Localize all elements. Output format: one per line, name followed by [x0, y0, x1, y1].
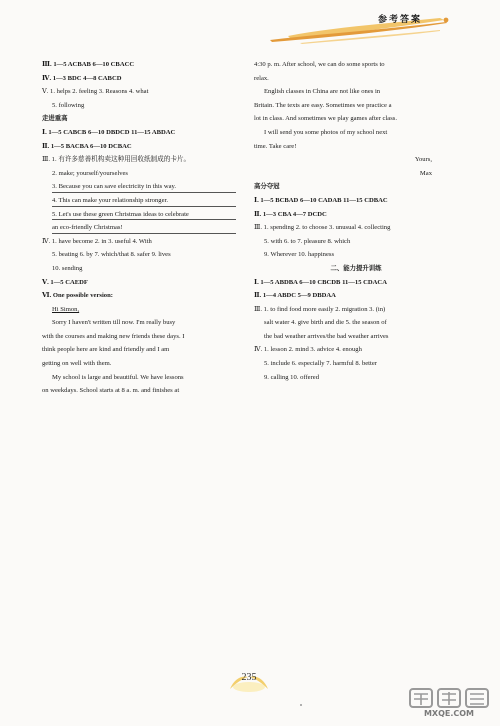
right-text-line: time. Take care!	[254, 142, 297, 150]
watermark-glyph-icon	[404, 686, 494, 710]
right-text-line: Ⅳ. 1. lesson 2. mind 3. advice 4. enough	[254, 346, 362, 354]
left-text-line: 3. Because you can save electricity in this way.	[42, 180, 238, 194]
stray-dot	[300, 704, 302, 706]
section-header-title: 参考答案	[377, 15, 422, 25]
right-text-line: Ⅱ. 1—4 ABDC 5—9 DBDAA	[254, 292, 336, 300]
right-text-line: Yours,	[414, 156, 432, 164]
left-text-line: on weekdays. School starts at 8 a. m. and finishes at	[42, 387, 180, 395]
right-text-line: 高分夺冠	[254, 182, 280, 191]
right-text-line: 9. Wherever 10. happiness	[264, 251, 335, 259]
left-text-line: Ⅲ. 1. 有许多慈善机构卖这种用回收纸制成的卡片。	[42, 156, 191, 164]
right-text-line: the bad weather arrives/the bad weather arrives	[264, 332, 389, 340]
answer-underline	[52, 192, 236, 193]
left-text-line: Ⅰ. 1—5 CABCB 6—10 DBDCD 11—15 ABDAC	[42, 128, 176, 136]
left-text-line: Ⅳ. 1. have become 2. in 3. useful 4. With	[42, 237, 152, 245]
left-text-line: 4. This can make your relationship stronger.	[42, 194, 238, 208]
right-text-line: Max	[419, 169, 432, 177]
left-text-line: Ⅴ. 1—5 CAEDF	[42, 278, 88, 286]
watermark-logo	[404, 686, 494, 720]
left-text-line: Ⅱ. 1—5 BACBA 6—10 DCBAC	[42, 142, 132, 150]
left-text-line: Ⅴ. 1. helps 2. feeling 3. Reasons 4. what	[42, 88, 149, 96]
answer-underline	[52, 219, 236, 220]
page-number: 235	[241, 672, 257, 683]
right-text-line: Ⅱ. 1—3 CBA 4—7 DCDC	[254, 210, 327, 218]
left-text-line: 走进重高	[42, 114, 68, 123]
left-text-line: 10. sending	[52, 264, 83, 272]
left-text-line: 5. Let's use these green Christmas ideas to celebrate	[42, 208, 238, 222]
right-text-line: 4:30 p. m. After school, we can do some sports to	[254, 61, 385, 68]
right-text-line: 9. calling 10. offered	[264, 373, 319, 381]
left-text-line: Ⅲ. 1—5 ACBAB 6—10 CBACC	[42, 61, 135, 68]
right-text-line: I will send you some photos of my school next	[264, 128, 388, 136]
left-text-line: Hi Simon,	[52, 305, 80, 313]
right-text-line: relax.	[254, 74, 269, 82]
left-text-line: 5. following	[52, 101, 85, 109]
left-text-line: Sorry I haven't written till now. I'm really busy	[52, 319, 176, 327]
left-text-line: My school is large and beautiful. We have lessons	[52, 373, 184, 381]
right-text-line: 二、能力提升训练	[330, 263, 382, 272]
left-text-line: think people here are kind and friendly and I am	[42, 346, 170, 354]
left-text-line: 5. beating 6. by 7. which/that 8. safer 9. lives	[52, 251, 171, 259]
right-text-line: 5. with 6. to 7. pleasure 8. which	[264, 237, 351, 245]
left-text-line: getting on well with them.	[42, 360, 112, 368]
right-text-line: lot in class. And sometimes we play games after class.	[254, 115, 398, 123]
right-text-line: salt water 4. give birth and die 5. the season of	[264, 319, 387, 327]
right-text-line: Ⅲ. 1. spending 2. to choose 3. unusual 4. collecting	[254, 224, 391, 232]
left-text-line: Ⅳ. 1—3 BDC 4—8 CABCD	[42, 74, 122, 82]
left-text-line: Ⅵ. One possible version:	[42, 292, 113, 300]
right-text-line: Britain. The texts are easy. Sometimes we practice a	[254, 101, 392, 109]
right-text-line: Ⅲ. 1. to find food more easily 2. migration 3. (in)	[254, 305, 386, 313]
right-text-line: 5. include 6. especially 7. harmful 8. better	[264, 360, 377, 368]
right-text-line: English classes in China are not like ones in	[264, 88, 381, 96]
left-column	[42, 58, 238, 398]
page-number-badge	[224, 669, 274, 695]
left-text-line: 2. make; yourself/yourselves	[52, 169, 128, 177]
left-text-line: an eco-friendly Christmas!	[42, 221, 238, 235]
left-text-line: with the courses and making new friends these days. I	[42, 332, 185, 340]
watermark-text: MXQE.COM	[423, 709, 475, 718]
right-text-line: Ⅰ. 1—5 ABDBA 6—10 CBCDB 11—15 CDACA	[254, 278, 387, 286]
answer-underline	[52, 233, 236, 234]
right-text-line: Ⅰ. 1—5 BCBAD 6—10 CADAB 11—15 CDBAC	[254, 196, 388, 204]
right-column	[254, 58, 458, 384]
answer-underline	[52, 206, 236, 207]
